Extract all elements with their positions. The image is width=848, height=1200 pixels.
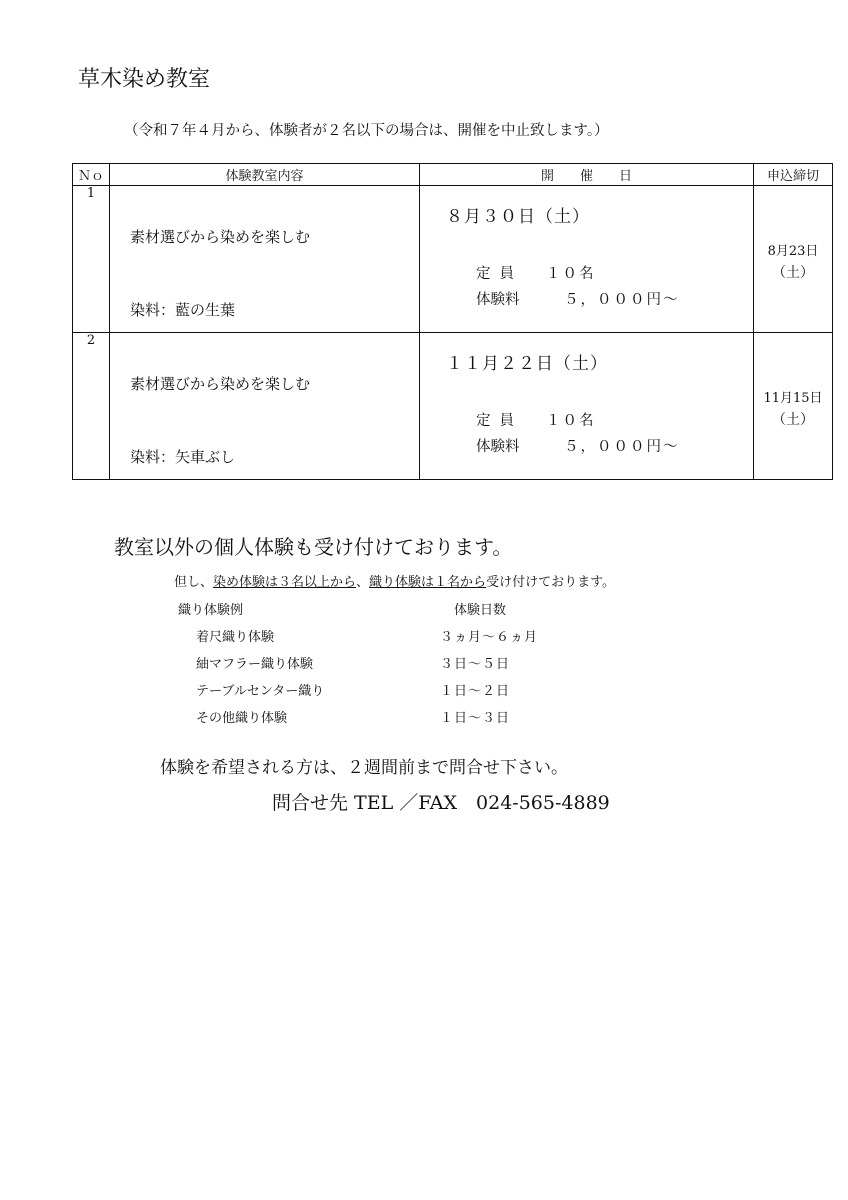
date-cell [420,186,754,333]
experience-condition [174,571,615,590]
deadline-day: （土） [772,412,814,428]
condition-prefix: 但し、 [174,575,214,590]
condition-suffix: 受け付けております。 [486,575,616,590]
capacity-value: １０名 [546,266,596,282]
capacity-label: 定員 [476,266,523,282]
dye-material: 染料：矢車ぶし [130,448,236,466]
weave-condition: 織り体験は１名から [369,575,487,590]
fee-value: ５，０００円～ [564,439,680,455]
header-content: 体験教室内容 [110,164,420,186]
capacity-label: 定員 [476,413,523,429]
page-title: 草木染め教室 [78,67,211,92]
deadline-cell [754,186,833,333]
table-row [73,186,833,333]
list-item-days: １日～２日 [440,684,511,699]
course-title: 素材選びから染めを楽しむ [130,375,311,393]
list-item: 着尺織り体験 [196,630,275,645]
deadline-day: （土） [772,265,814,281]
personal-experience-heading: 教室以外の個人体験も受け付けております。 [114,535,513,559]
header-date: 開 催 日 [420,164,754,186]
content-cell [110,186,420,333]
fee-label: 体験料 [476,292,520,308]
capacity-value: １０名 [546,413,596,429]
cancellation-notice: （令和７年４月から、体験者が２名以下の場合は、開催を中止致します。） [124,123,609,139]
fee-label: 体験料 [476,439,520,455]
list-item: テーブルセンター織り [196,684,325,699]
content-cell [110,333,420,480]
date-cell [420,333,754,480]
row-number: 1 [73,186,110,333]
schedule-table [72,163,833,480]
table-row [73,333,833,480]
list-item: その他織り体験 [196,711,288,726]
list-item-days: ３日～５日 [440,657,511,672]
fee-value: ５，０００円～ [564,292,680,308]
deadline-cell [754,333,833,480]
deadline-date: 11月15日 [763,391,823,406]
header-no: Ｎｏ [73,164,110,186]
header-deadline: 申込締切 [754,164,833,186]
row-number: 2 [73,333,110,480]
list-item-days: ３ヵ月～６ヵ月 [440,630,539,645]
list-item-days: １日～３日 [440,711,511,726]
event-date: １１月２２日（土） [446,354,608,374]
experience-days-header: 体験日数 [454,603,507,618]
list-item: 紬マフラー織り体験 [196,657,314,672]
contact-info: 問合せ先 TEL ／FAX 024-565-4889 [272,792,610,814]
event-date: ８月３０日（土） [446,207,590,227]
weaving-examples-header: 織り体験例 [178,603,244,618]
dye-condition: 染め体験は３名以上から [213,575,357,590]
table-header-row [73,164,833,186]
request-note: 体験を希望される方は、２週間前まで問合せ下さい。 [160,758,568,778]
dye-material: 染料：藍の生葉 [130,301,236,319]
deadline-date: 8月23日 [767,244,819,259]
course-title: 素材選びから染めを楽しむ [130,228,311,246]
condition-middle: 、 [356,575,370,590]
